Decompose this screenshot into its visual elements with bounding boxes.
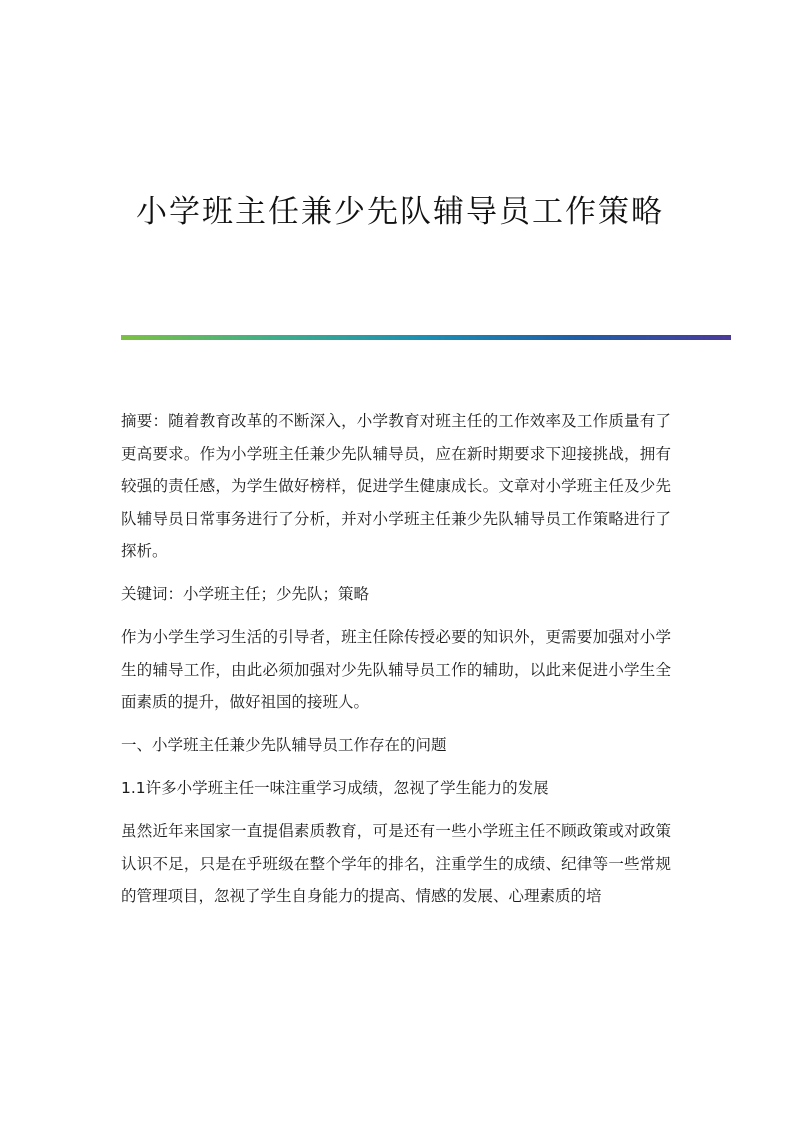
- document-title: 小学班主任兼少先队辅导员工作策略: [136, 194, 664, 230]
- keywords-paragraph: 关键词：小学班主任；少先队；策略: [121, 585, 370, 603]
- abstract-paragraph: 摘要：随着教育改革的不断深入，小学教育对班主任的工作效率及工作质量有了更高要求。作为小学班主任兼少先队辅导员，应在新时期要求下迎接挑战，拥有较强的责任感，为学生做好榜样，促进学生健康成长。文章对小学班主任及少先队辅导员日常事务进行了分析，并对小学班主任兼少先队辅导员工作策略进行了探析。: [121, 412, 671, 560]
- body-paragraph: 虽然近年来国家一直提倡素质教育，可是还有一些小学班主任不顾政策或对政策认识不足，只是在乎班级在整个学年的排名，注重学生的成绩、纪律等一些常规的管理项目，忽视了学生自身能力的提高、情感的发展、心理素质的培: [121, 822, 671, 905]
- subsection-heading-1-1: 1.1许多小学班主任一味注重学习成绩，忽视了学生能力的发展: [121, 779, 549, 797]
- title-divider: [121, 335, 731, 340]
- intro-paragraph: 作为小学生学习生活的引导者，班主任除传授必要的知识外，更需要加强对小学生的辅导工作，由此必须加强对少先队辅导员工作的辅助，以此来促进小学生全面素质的提升，做好祖国的接班人。: [121, 628, 671, 711]
- document-body: [121, 405, 671, 923]
- section-heading-1: 一、小学班主任兼少先队辅导员工作存在的问题: [121, 736, 447, 754]
